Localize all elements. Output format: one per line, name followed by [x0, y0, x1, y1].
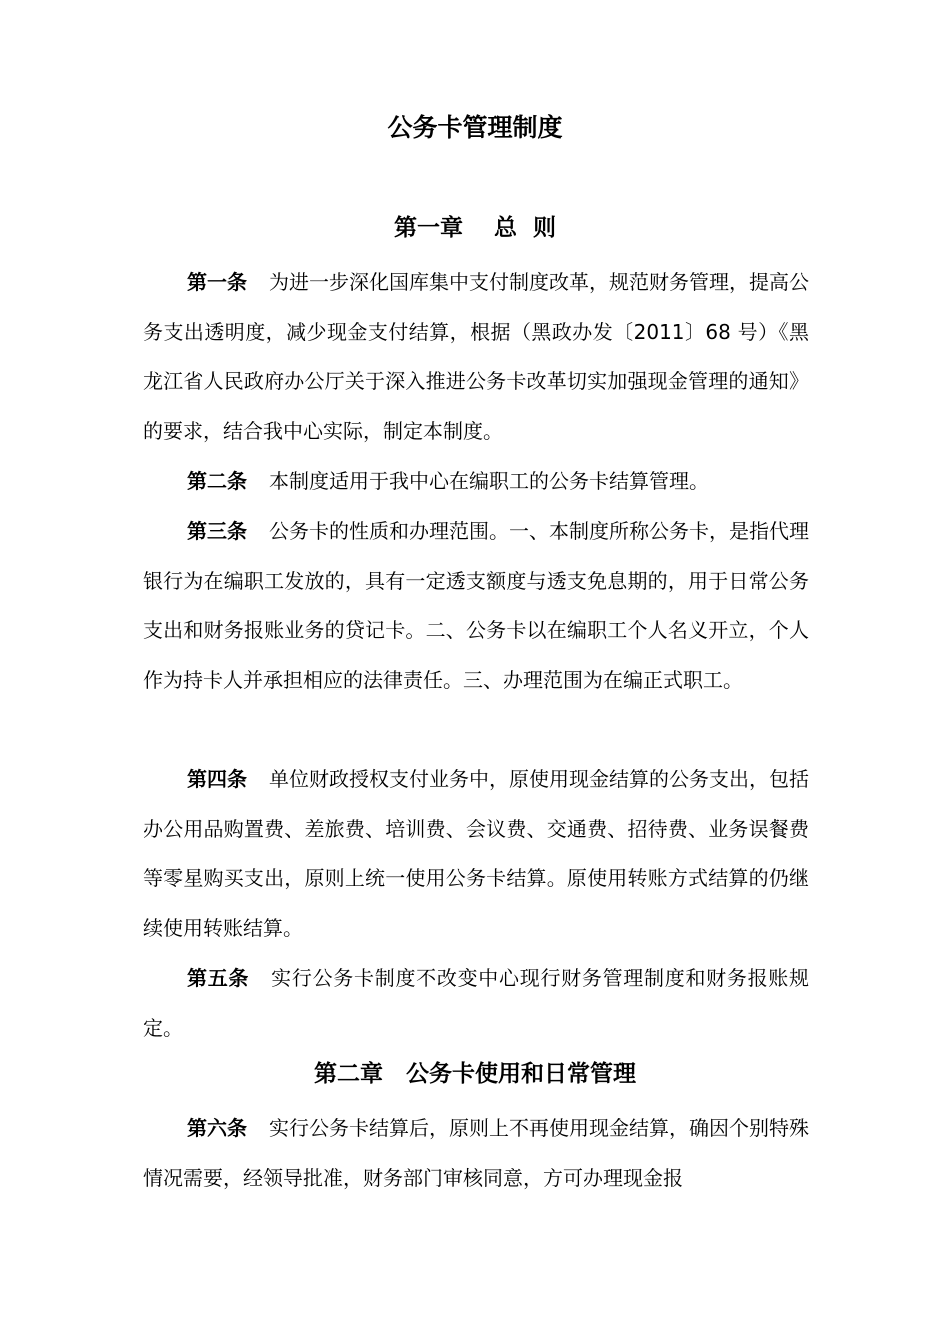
article-label: 第六条: [187, 1116, 247, 1140]
article-paragraph: [143, 258, 809, 456]
article-label: 第三条: [187, 519, 247, 543]
article-text: 实行公务卡结算后，原则上不再使用现金结算，确因个别特殊情况需要，经领导批准，财务部门审核同意，方可办理现金报: [143, 1116, 809, 1190]
article-paragraph: [143, 1104, 809, 1203]
article-text: 本制度适用于我中心在编职工的公务卡结算管理。: [269, 469, 709, 493]
article-text: 单位财政授权支付业务中，原使用现金结算的公务支出，包括办公用品购置费、差旅费、培训费、会议费、交通费、招待费、业务误餐费等零星购买支出，原则上统一使用公务卡结算。原使用转账方式结算的仍继续使用转账结算。: [143, 767, 809, 940]
article-text: 公务卡的性质和办理范围。一、本制度所称公务卡，是指代理银行为在编职工发放的，具有一定透支额度与透支免息期的，用于日常公务支出和财务报账业务的贷记卡。二、公务卡以在编职工个人名义开立，个人作为持卡人并承担相应的法律责任。三、办理范围为在编正式职工。: [143, 519, 809, 692]
article-label: 第五条: [187, 966, 250, 990]
article-paragraph: [143, 507, 809, 705]
article-label: 第一条: [187, 270, 247, 294]
article-label: 第二条: [187, 469, 247, 493]
article-text: 实行公务卡制度不改变中心现行财务管理制度和财务报账规定。: [143, 966, 810, 1040]
chapter-heading: 第二章 公务卡使用和日常管理: [314, 1061, 636, 1087]
chapter-heading: 第一章 总 则: [393, 215, 557, 241]
article-paragraph: [143, 755, 809, 953]
article-text: 为进一步深化国库集中支付制度改革，规范财务管理，提高公务支出透明度，减少现金支付结算，根据（黑政办发〔2011〕68 号）《黑龙江省人民政府办公厅关于深入推进公务卡改革切实加强现金管理的通知》的要求，结合我中心实际，制定本制度。: [143, 270, 809, 443]
article-label: 第四条: [187, 767, 247, 791]
document-title: 公务卡管理制度: [387, 113, 563, 142]
article-paragraph: [143, 457, 809, 507]
article-paragraph: [143, 954, 809, 1053]
